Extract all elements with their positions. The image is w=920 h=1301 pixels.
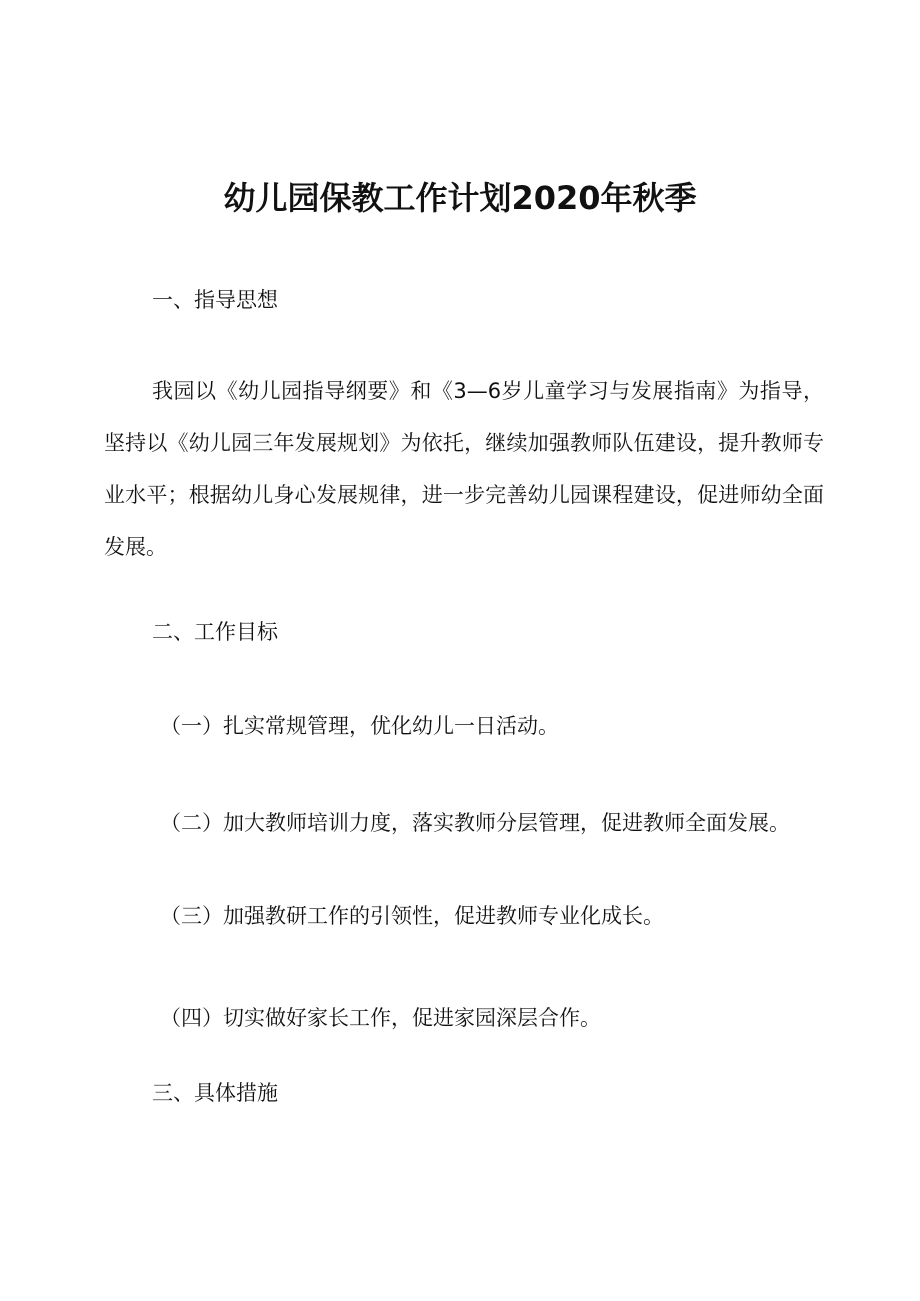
document-title: 幼儿园保教工作计划2020年秋季 [223,179,697,217]
section-paragraph-guiding-ideology: 我园以《幼儿园指导纲要》和《3—6岁儿童学习与发展指南》为指导，坚持以《幼儿园三年发展规划》为依托，继续加强教师队伍建设，提升教师专业水平；根据幼儿身心发展规律，进一步完善幼儿园课程建设，促进师幼全面发展。 [104,379,824,559]
goal-item-2: （二）加大教师培训力度，落实教师分层管理，促进教师全面发展。 [160,811,790,835]
section-heading-specific-measures: 三、具体措施 [152,1081,278,1105]
section-heading-guiding-ideology: 一、指导思想 [152,288,278,312]
goal-item-1: （一）扎实常规管理，优化幼儿一日活动。 [160,714,559,738]
goal-item-4: （四）切实做好家长工作，促进家园深层合作。 [160,1006,601,1030]
goal-item-3: （三）加强教研工作的引领性，促进教师专业化成长。 [160,904,664,928]
section-heading-work-goals: 二、工作目标 [152,620,278,644]
